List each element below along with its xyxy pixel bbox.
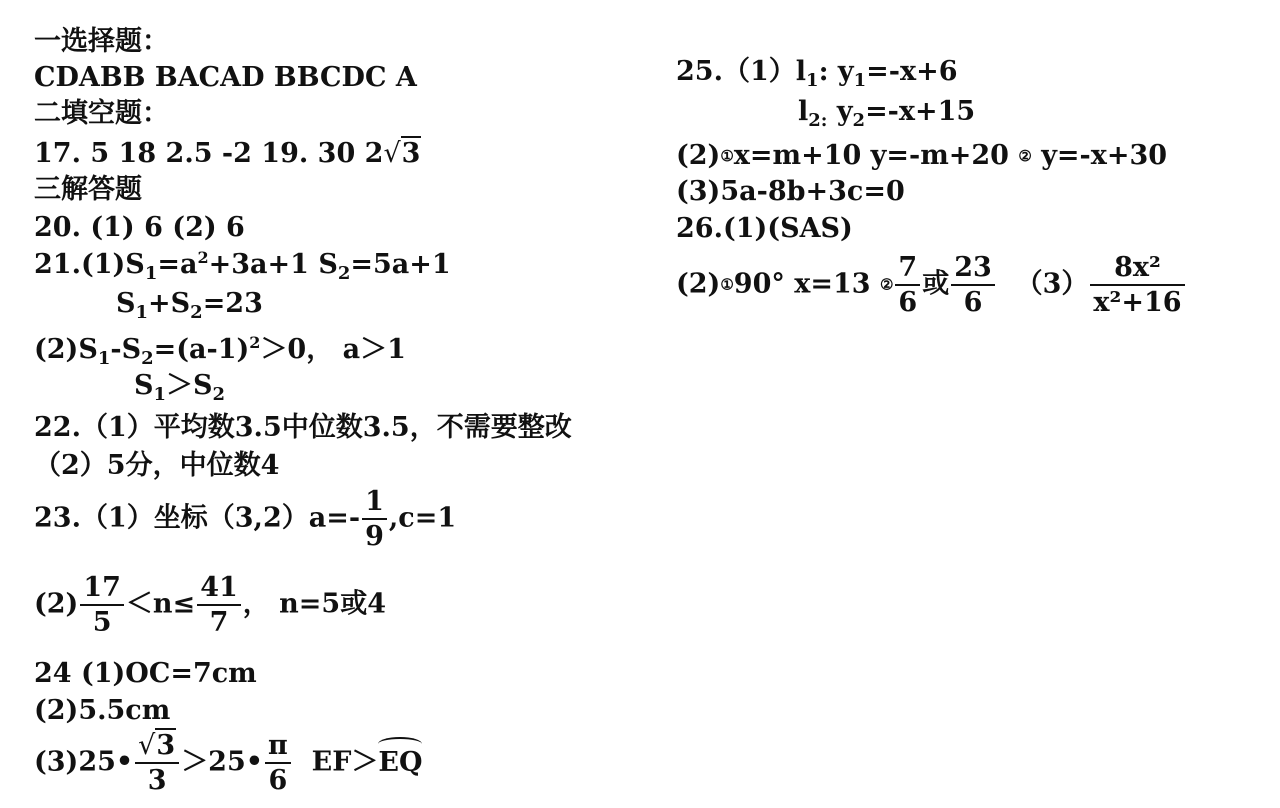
arc-eq: EQ (378, 743, 422, 776)
answer-21-1a: $21.(1)S_1=a^2+3a+1$ $S_2=5a+1$ (34, 248, 451, 284)
section-fill-title: 二填空题： (34, 98, 169, 129)
section-choice-title: 一选择题： (34, 26, 169, 57)
answer-23-2: (2) $\frac{17}{5}$ ＜n≤ $\frac{41}{7}$ ， n=5或4 (34, 572, 386, 638)
section-solve-title: 三解答题 (34, 174, 142, 205)
answer-25-1a: $25.(1)l_1$: $y_1=-x+6$ (676, 56, 958, 91)
answer-20: 20. (1) 6 (2) 6 (34, 212, 245, 243)
answer-24-2: (2)5.5cm (34, 695, 171, 726)
fraction: $\frac{7}{6}$ (895, 254, 920, 316)
answer-25-3: (3)5a-8b+3c=0 (676, 176, 905, 207)
fraction: $\frac{17}{5}$ (80, 574, 124, 636)
answer-25-2: (2)①x=m+10 y=-m+20 ② y=-x+30 (676, 140, 1168, 171)
answer-24-1: 24 (1)OC=7cm (34, 658, 257, 689)
answer-21-2b: $S_1>S_2$ (134, 370, 226, 405)
answer-22-2: （2）5分，中位数4 (34, 450, 280, 481)
choice-answers: CDABB BACAD BBCDC A (34, 62, 417, 93)
fraction: $\frac{\text{8x²}}{\text{x²+16}}$ (1090, 254, 1184, 316)
fill-answers: 17. 5 18 2.5 -2 19. 30 2√3 (34, 138, 421, 169)
fraction: $\frac{\pi}{6}$ (265, 732, 291, 794)
sqrt-3: √3 (383, 138, 421, 169)
sqrt-3: √3 (138, 730, 176, 761)
answer-24-3: (3)25• $\frac{√3}{3}$ ＞25• $\frac{\pi}{6}$ EF＞EQ (34, 730, 423, 796)
answer-23-1: 23.（1）坐标（3,2）a=- $\frac{1}{9}$ ,c=1 (34, 486, 457, 552)
answer-26-2: (2)①90° x=13 ② $\frac{7}{6}$ 或 $\frac{23}{6}$ （3） $\frac{\text{8x²}}{\text{x²+16}}$ (676, 254, 1187, 316)
answer-25-1b: $l_{2:}$ $y_2=-x+15$ (798, 96, 976, 131)
fraction: $\frac{1}{9}$ (362, 488, 387, 550)
answer-21-1b: $S_1+S_2=23$ (116, 288, 263, 323)
answer-26-1: 26.(1)(SAS) (676, 213, 853, 244)
answer-21-2a: $(2)S_1-S_2=(a-1)^2>0$， a＞1 (34, 333, 406, 369)
fraction: $\frac{41}{7}$ (197, 574, 241, 636)
fraction: $\frac{23}{6}$ (951, 254, 995, 316)
answer-22-1: 22.（1）平均数3.5中位数3.5，不需要整改 (34, 412, 572, 443)
fraction: $\frac{√3}{3}$ (135, 732, 179, 794)
